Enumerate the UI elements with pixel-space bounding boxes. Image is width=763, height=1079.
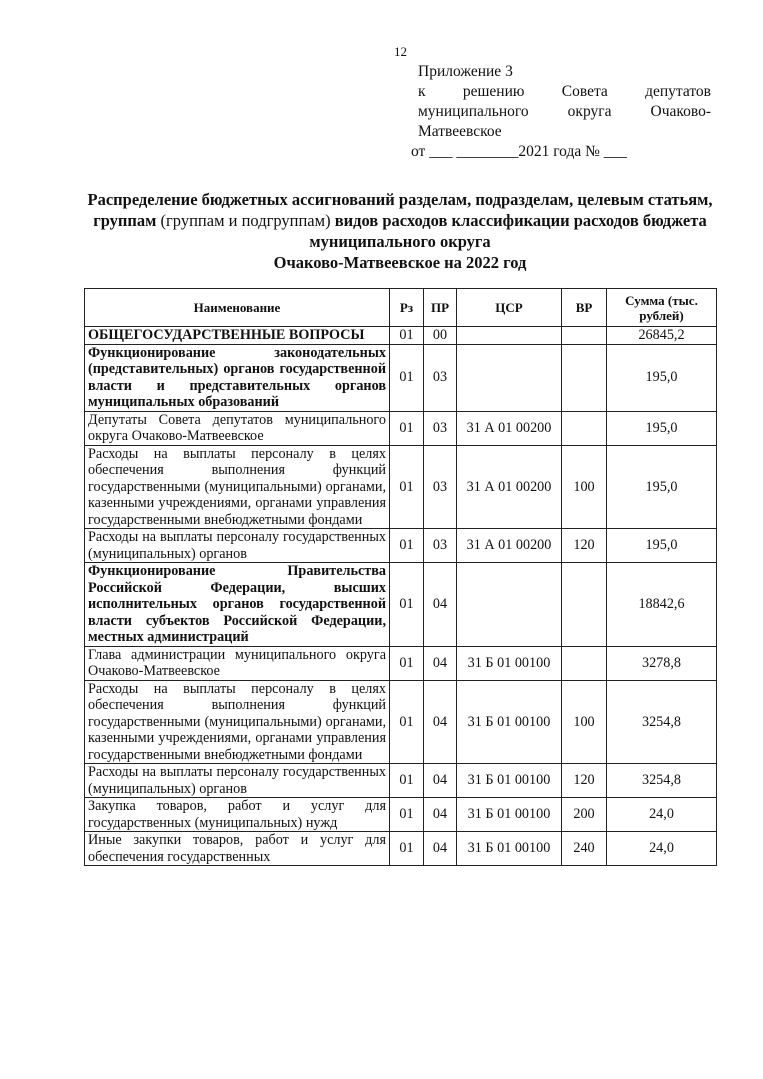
csr-cell: 31 Б 01 00100 [457, 764, 562, 798]
name-cell: ОБЩЕГОСУДАРСТВЕННЫЕ ВОПРОСЫ [85, 327, 390, 345]
sum-cell: 18842,6 [607, 563, 717, 647]
table-row [85, 798, 717, 832]
rz-cell: 01 [390, 764, 424, 798]
rz-cell: 01 [390, 529, 424, 563]
rz-cell: 01 [390, 832, 424, 866]
appendix-line: Матвеевское [418, 123, 502, 140]
name-cell: Расходы на выплаты персоналу в целях обеспечения выполнения функций государственными (муниципальными) органами, казенными учреждениями, органами управления государственными внебюджетными фондами [85, 680, 390, 764]
csr-cell: 31 А 01 00200 [457, 445, 562, 529]
title-part: Распределение бюджетных ассигнований разделам, подразделам, целевым статьям, группам [87, 190, 713, 230]
column-header-sum: Сумма (тыс. рублей) [607, 289, 717, 327]
pr-cell: 00 [424, 327, 457, 345]
csr-cell: 31 Б 01 00100 [457, 832, 562, 866]
document-title [84, 189, 716, 273]
table-row [85, 445, 717, 529]
vr-cell: 240 [562, 832, 607, 866]
sum-cell: 195,0 [607, 445, 717, 529]
name-cell: Глава администрации муниципального округа Очаково-Матвеевское [85, 646, 390, 680]
name-cell: Иные закупки товаров, работ и услуг для обеспечения государственных [85, 832, 390, 866]
name-cell: Закупка товаров, работ и услуг для государственных (муниципальных) нужд [85, 798, 390, 832]
title-part: видов расходов классификации расходов бюджета муниципального округа [309, 211, 707, 251]
column-header-name: Наименование [85, 289, 390, 327]
column-header-vr: ВР [562, 289, 607, 327]
appendix-date-line: от ___ ________2021 года № ___ [411, 143, 628, 160]
name-cell: Расходы на выплаты персоналу государственных (муниципальных) органов [85, 529, 390, 563]
vr-cell: 120 [562, 764, 607, 798]
sum-cell: 24,0 [607, 832, 717, 866]
rz-cell: 01 [390, 680, 424, 764]
appendix-block [411, 62, 711, 162]
vr-cell: 100 [562, 680, 607, 764]
vr-cell: 120 [562, 529, 607, 563]
vr-cell [562, 327, 607, 345]
vr-cell: 200 [562, 798, 607, 832]
pr-cell: 04 [424, 646, 457, 680]
table-row [85, 646, 717, 680]
pr-cell: 04 [424, 832, 457, 866]
sum-cell: 195,0 [607, 344, 717, 411]
title-part: (группам и подгруппам) [160, 211, 331, 230]
csr-cell: 31 Б 01 00100 [457, 680, 562, 764]
rz-cell: 01 [390, 563, 424, 647]
name-cell: Депутаты Совета депутатов муниципального округа Очаково-Матвеевское [85, 411, 390, 445]
rz-cell: 01 [390, 798, 424, 832]
table-row [85, 563, 717, 647]
pr-cell: 03 [424, 445, 457, 529]
table-row [85, 411, 717, 445]
table-row [85, 327, 717, 345]
name-cell: Расходы на выплаты персоналу государственных (муниципальных) органов [85, 764, 390, 798]
vr-cell [562, 344, 607, 411]
rz-cell: 01 [390, 344, 424, 411]
table-row [85, 680, 717, 764]
pr-cell: 04 [424, 563, 457, 647]
sum-cell: 195,0 [607, 411, 717, 445]
vr-cell: 100 [562, 445, 607, 529]
table-row [85, 344, 717, 411]
table-header-row [85, 289, 717, 327]
csr-cell [457, 327, 562, 345]
pr-cell: 03 [424, 344, 457, 411]
column-header-rz: Рз [390, 289, 424, 327]
pr-cell: 03 [424, 529, 457, 563]
csr-cell: 31 А 01 00200 [457, 529, 562, 563]
csr-cell [457, 344, 562, 411]
csr-cell: 31 А 01 00200 [457, 411, 562, 445]
csr-cell: 31 Б 01 00100 [457, 798, 562, 832]
page-number: 12 [394, 44, 407, 59]
rz-cell: 01 [390, 445, 424, 529]
rz-cell: 01 [390, 327, 424, 345]
table-row [85, 529, 717, 563]
vr-cell [562, 646, 607, 680]
csr-cell [457, 563, 562, 647]
vr-cell [562, 411, 607, 445]
title-part: Очаково-Матвеевское на 2022 год [273, 253, 527, 272]
csr-cell: 31 Б 01 00100 [457, 646, 562, 680]
sum-cell: 3254,8 [607, 764, 717, 798]
sum-cell: 3278,8 [607, 646, 717, 680]
name-cell: Функционирование законодательных (представительных) органов государственной власти и представительных органов муниципальных образований [85, 344, 390, 411]
sum-cell: 26845,2 [607, 327, 717, 345]
name-cell: Функционирование Правительства Российской Федерации, высших исполнительных органов государственной власти субъектов Российской Федерации, местных администраций [85, 563, 390, 647]
rz-cell: 01 [390, 646, 424, 680]
sum-cell: 195,0 [607, 529, 717, 563]
column-header-csr: ЦСР [457, 289, 562, 327]
sum-cell: 24,0 [607, 798, 717, 832]
pr-cell: 04 [424, 764, 457, 798]
table-body [85, 327, 717, 866]
vr-cell [562, 563, 607, 647]
table-row [85, 832, 717, 866]
rz-cell: 01 [390, 411, 424, 445]
pr-cell: 04 [424, 798, 457, 832]
appendix-line: Приложение 3 [418, 63, 513, 80]
column-header-pr: ПР [424, 289, 457, 327]
appendix-line: муниципального округа Очаково- [418, 103, 711, 120]
pr-cell: 04 [424, 680, 457, 764]
name-cell: Расходы на выплаты персоналу в целях обеспечения выполнения функций государственными (муниципальными) органами, казенными учреждениями, органами управления государственными внебюджетными фондами [85, 445, 390, 529]
sum-cell: 3254,8 [607, 680, 717, 764]
appendix-line: к решению Совета депутатов [418, 83, 711, 100]
pr-cell: 03 [424, 411, 457, 445]
table-row [85, 764, 717, 798]
budget-table [84, 288, 717, 866]
